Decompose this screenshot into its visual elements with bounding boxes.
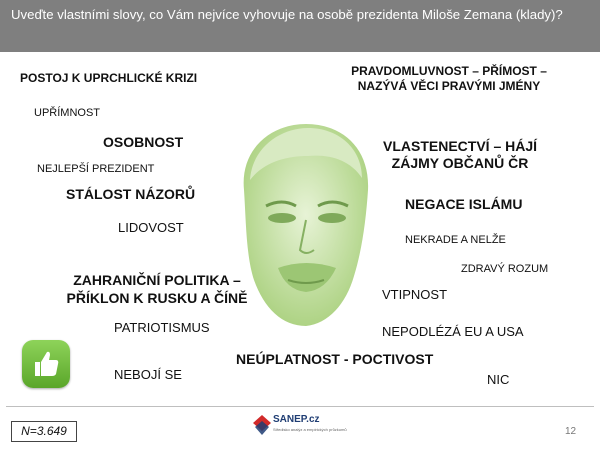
keyword-vlastenectvi [360,138,560,172]
sanep-logo [253,413,363,441]
keyword-vtipnost: VTIPNOST [382,287,448,302]
keyword-nic: NIC [487,372,510,387]
keyword-nekrade: NEKRADE A NELŽE [405,234,506,246]
keyword-pravdomluvnost [330,64,568,94]
keyword-vlastenectvi-line1: VLASTENECTVÍ – HÁJÍ [382,138,538,154]
keyword-vlastenectvi-line2: ZÁJMY OBČANŮ ČR [391,155,529,171]
keyword-lidovost: LIDOVOST [118,220,184,235]
survey-question: Uveďte vlastními slovy, co Vám nejvíce vyhovuje na osobě prezidenta Miloše Zemana (klady)? [11,7,563,22]
keyword-patriotismus: PATRIOTISMUS [114,320,210,335]
keyword-pravdomluvnost-line2: NAZÝVÁ VĚCI PRAVÝMI JMÉNY [357,79,541,93]
keyword-zahranicni-line1: ZAHRANIČNÍ POLITIKA – [73,272,241,288]
keyword-uprimnost: UPŘÍMNOST [34,107,100,119]
footer-divider [6,406,594,407]
sample-size-box: N=3.649 [11,421,77,442]
keyword-zahranicni [44,271,270,307]
keyword-neuplatnost: NEÚPLATNOST - POCTIVOST [236,351,434,367]
keyword-pravdomluvnost-line1: PRAVDOMLUVNOST – PŘÍMOST – [351,64,547,78]
logo-tagline: Středisko analýz a empirických průzkumů [273,427,347,432]
thumbs-up-icon [22,340,70,388]
keyword-zdravy: ZDRAVÝ ROZUM [461,263,549,275]
keyword-osobnost: OSOBNOST [103,134,184,150]
logo-name: SANEP.cz [273,414,320,425]
page-number: 12 [565,426,577,437]
logo-mark [253,415,271,437]
keyword-nepodleza: NEPODLÉZÁ EU A USA [382,324,524,339]
keyword-stalost: STÁLOST NÁZORŮ [66,186,196,202]
keyword-nejlepsi: NEJLEPŠÍ PREZIDENT [37,163,155,175]
keyword-postoj: POSTOJ K UPRCHLICKÉ KRIZI [20,71,198,85]
header-bar [0,0,600,52]
keyword-negace: NEGACE ISLÁMU [405,196,523,212]
keyword-zahranicni-line2: PŘÍKLON K RUSKU A ČÍNĚ [66,290,248,306]
keyword-neboji: NEBOJÍ SE [114,367,182,382]
